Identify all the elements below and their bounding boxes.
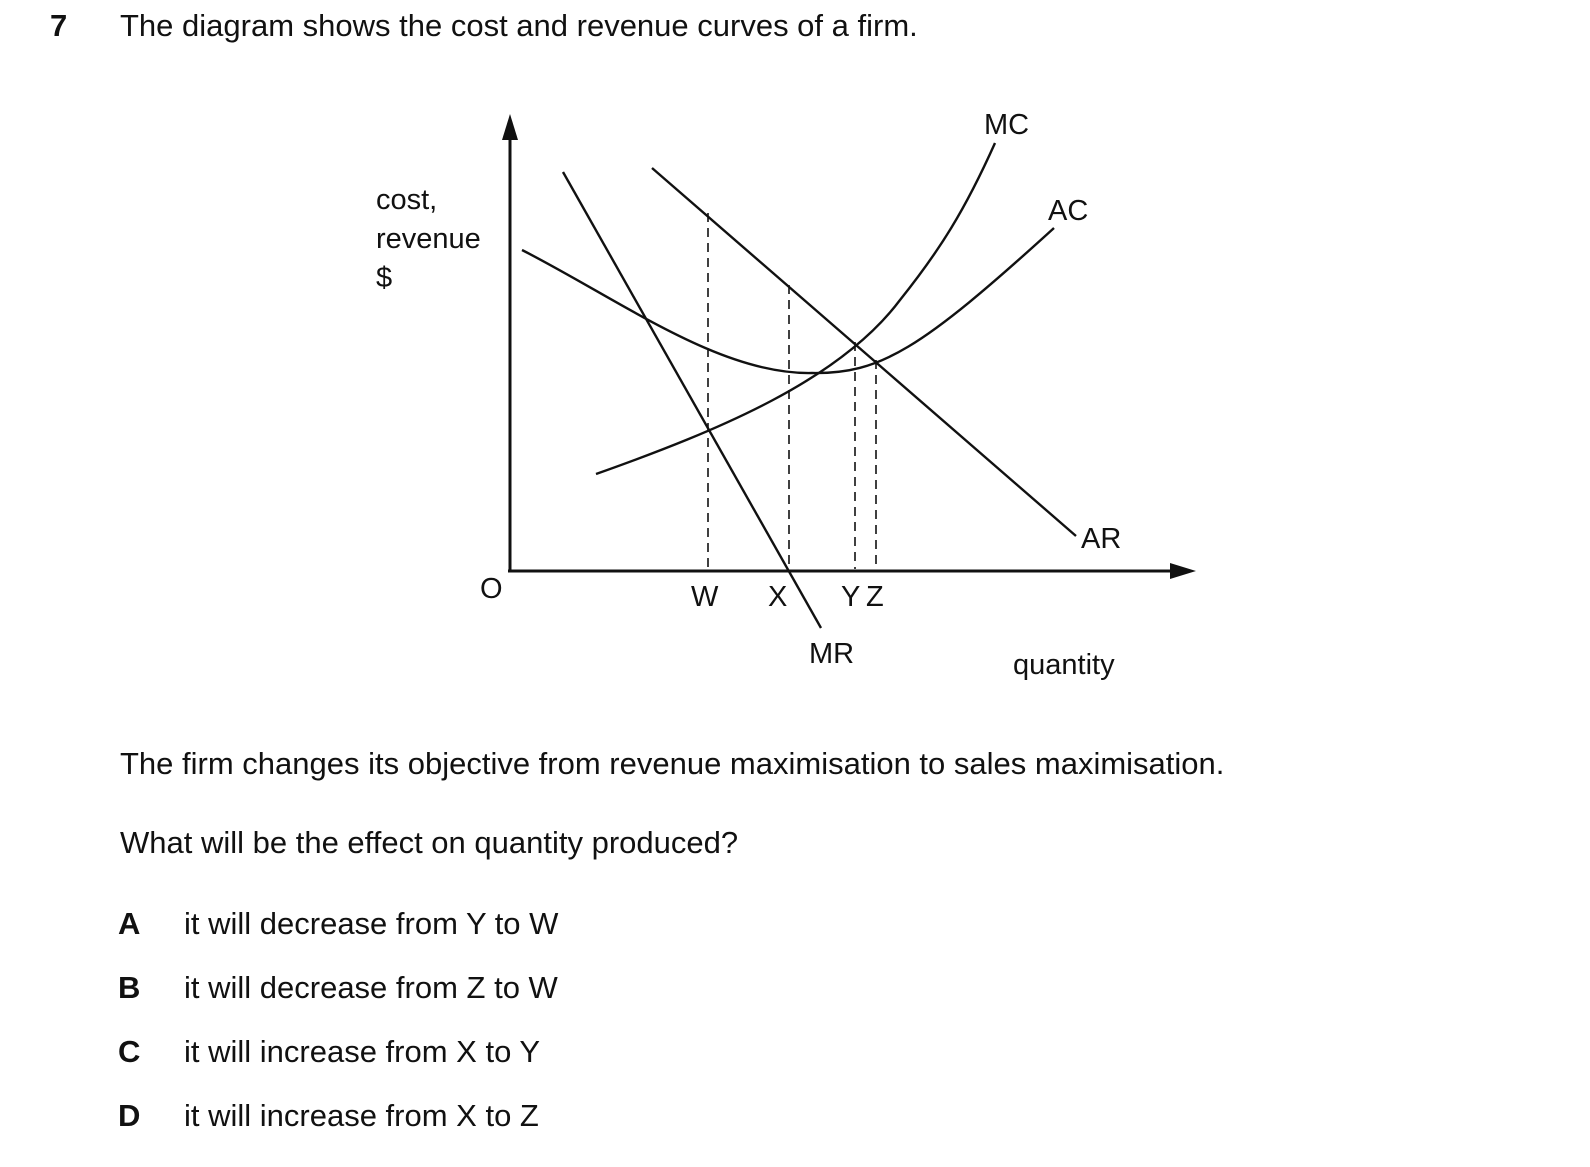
mc-label: MC xyxy=(984,109,1030,141)
marker-x: X xyxy=(768,581,788,613)
ac-label: AC xyxy=(1048,195,1089,227)
origin-label: O xyxy=(480,573,503,605)
question-context: The firm changes its objective from revenue maximisation to sales maximisation. xyxy=(120,746,1225,781)
question-number: 7 xyxy=(50,8,68,43)
mr-label: MR xyxy=(809,638,855,670)
option-letter: B xyxy=(118,970,141,1005)
marker-y: Y xyxy=(841,581,861,613)
marker-z: Z xyxy=(866,581,884,613)
x-axis-label: quantity xyxy=(1013,649,1115,681)
question-prompt: What will be the effect on quantity produced? xyxy=(120,825,739,860)
option-text: it will increase from X to Y xyxy=(184,1034,541,1069)
marker-w: W xyxy=(691,581,719,613)
option-text: it will decrease from Z to W xyxy=(184,970,558,1005)
y-axis-arrow-icon xyxy=(502,114,518,140)
ar-label: AR xyxy=(1081,523,1122,555)
mr-curve xyxy=(563,172,821,628)
option-text: it will increase from X to Z xyxy=(184,1098,539,1133)
mc-curve xyxy=(596,143,995,474)
option-letter: C xyxy=(118,1034,141,1069)
option-text: it will decrease from Y to W xyxy=(184,906,559,941)
y-axis-label-line-3: $ xyxy=(376,262,393,294)
y-axis-label-line-1: cost, xyxy=(376,184,438,216)
option-letter: A xyxy=(118,906,141,941)
y-axis-label-line-2: revenue xyxy=(376,223,481,255)
question-stem: The diagram shows the cost and revenue curves of a firm. xyxy=(120,8,918,43)
option-letter: D xyxy=(118,1098,141,1133)
ac-curve xyxy=(522,228,1054,373)
x-axis-arrow-icon xyxy=(1170,563,1196,579)
